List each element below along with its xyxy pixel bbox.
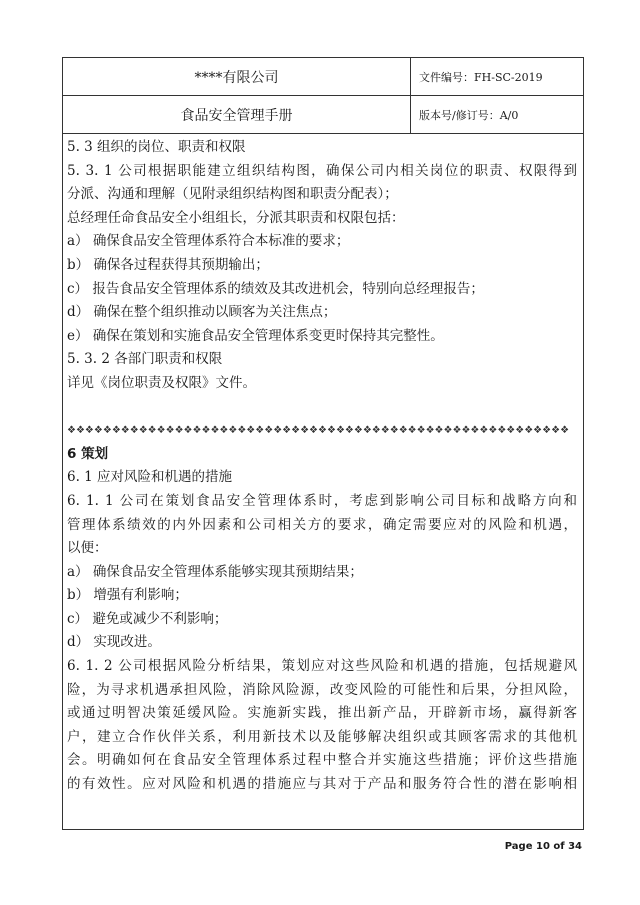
blank-line xyxy=(67,396,577,420)
section-6-heading: 6 策划 xyxy=(67,445,109,462)
list-item: d） 确保在整个组织推动以顾客为关注焦点； xyxy=(67,304,337,321)
paragraph-line: 详见《岗位职责及权限》文件。 xyxy=(67,374,256,391)
section-5-3-heading: 5. 3 组织的岗位、职责和权限 xyxy=(67,139,246,155)
paragraph-line: 分派、沟通和理解（见附录组织结构图和职责分配表）； xyxy=(67,186,398,203)
paragraph-line: 总经理任命食品安全小组组长，分派其职责和权限包括： xyxy=(67,209,405,226)
section-5-3-2-heading: 5. 3. 2 各部门职责和权限 xyxy=(67,351,223,368)
company-name: ****有限公司 xyxy=(63,58,411,95)
document-frame xyxy=(62,57,584,830)
list-item: c） 报告食品安全管理体系的绩效及其改进机会，特别向总经理报告； xyxy=(67,280,484,297)
diamond-separator: ❖❖❖❖❖❖❖❖❖❖❖❖❖❖❖❖❖❖❖❖❖❖❖❖❖❖❖❖❖❖❖❖❖❖❖❖❖❖❖❖❖❖❖❖❖❖❖❖❖❖❖❖❖❖❖❖ xyxy=(67,425,570,437)
list-item: b） 增强有利影响； xyxy=(67,587,188,604)
paragraph-line: 险，为寻求机遇承担风险，消除风险源，改变风险的可能性和后果，分担风险， xyxy=(67,681,577,698)
paragraph-line: 或通过明智决策延缓风险。实施新实践，推出新产品，开辟新市场，赢得新客 xyxy=(67,705,577,722)
list-item: e） 确保在策划和实施食品安全管理体系变更时保持其完整性。 xyxy=(67,327,444,344)
header-row-company xyxy=(63,58,583,96)
document-body xyxy=(67,136,577,797)
paragraph-line: 会。明确如何在食品安全管理体系过程中整合并实施这些措施；评价这些措施 xyxy=(67,752,577,769)
list-item: b） 确保各过程获得其预期输出； xyxy=(67,256,269,273)
page-number: Page 10 of 34 xyxy=(504,841,582,852)
paragraph-line: 以便： xyxy=(67,540,108,557)
header-row-title xyxy=(63,96,583,134)
list-item: a） 确保食品安全管理体系能够实现其预期结果； xyxy=(67,563,363,580)
paragraph-line: 6. 1. 2 公司根据风险分析结果，策划应对这些风险和机遇的措施，包括规避风 xyxy=(67,658,577,675)
paragraph-line: 的有效性。应对风险和机遇的措施应与其对于产品和服务符合性的潜在影响相 xyxy=(67,776,577,793)
list-item: d） 实现改进。 xyxy=(67,634,161,651)
list-item: c） 避免或减少不利影响； xyxy=(67,610,228,627)
list-item: a） 确保食品安全管理体系符合本标准的要求； xyxy=(67,233,350,250)
manual-title: 食品安全管理手册 xyxy=(63,96,411,133)
paragraph-line: 5. 3. 1 公司根据职能建立组织结构图，确保公司内相关岗位的职责、权限得到 xyxy=(67,162,577,179)
section-6-1-heading: 6. 1 应对风险和机遇的措施 xyxy=(67,469,233,486)
paragraph-line: 6. 1. 1 公司在策划食品安全管理体系时，考虑到影响公司目标和战略方向和 xyxy=(67,492,577,509)
paragraph-line: 户，建立合作伙伴关系，利用新技术以及能够解决组织或其顾客需求的其他机 xyxy=(67,728,577,745)
version-number: 版本号/修订号：A/0 xyxy=(419,108,519,122)
doc-number: 文件编号：FH-SC-2019 xyxy=(419,70,543,84)
paragraph-line: 管理体系绩效的内外因素和公司相关方的要求，确定需要应对的风险和机遇， xyxy=(67,516,577,533)
